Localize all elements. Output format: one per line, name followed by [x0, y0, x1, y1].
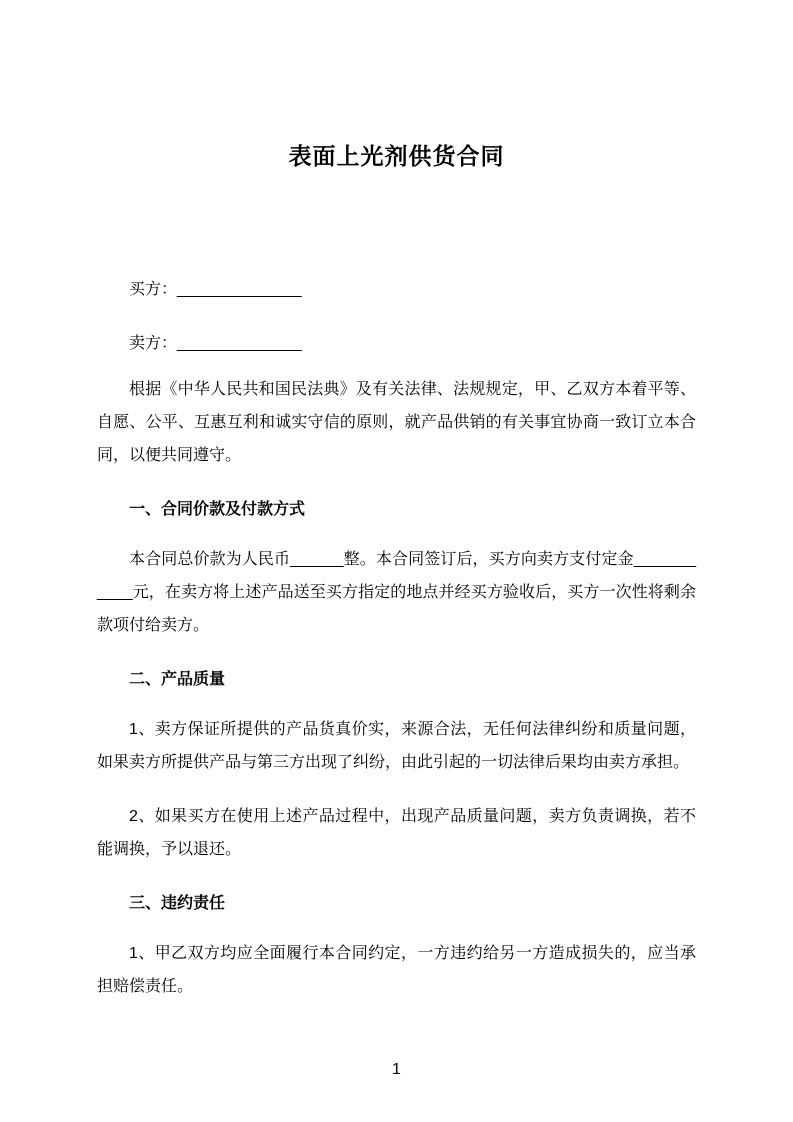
document-title: 表面上光剂供货合同 — [288, 143, 505, 169]
section-1-heading: 一、合同价款及付款方式 — [129, 501, 306, 518]
section-2-clause-1: 1、卖方保证所提供的产品货真价实，来源合法，无任何法律纠纷和质量问题，如果卖方所提供产品与第三方出现了纠纷，由此引起的一切法律后果均由卖方承担。 — [97, 721, 696, 771]
section-2-clause-2: 2、如果买方在使用上述产品过程中，出现产品质量问题，卖方负责调换，若不能调换，予以退还。 — [97, 808, 696, 858]
buyer-field-line: 买方：______________ — [129, 281, 302, 298]
preamble-paragraph: 根据《中华人民共和国民法典》及有关法律、法规规定，甲、乙双方本着平等、自愿、公平、互惠互利和诚实守信的原则，就产品供销的有关事宜协商一致订立本合同，以便共同遵守。 — [97, 381, 696, 464]
section-2-heading: 二、产品质量 — [129, 671, 226, 688]
page-number: 1 — [392, 1061, 401, 1078]
section-1-paragraph: 本合同总价款为人民币______整。本合同签订后，买方向卖方支付定金___________元，在卖方将上述产品送至买方指定的地点并经买方验收后，买方一次性将剩余款项付给卖方。 — [97, 551, 696, 634]
section-3-clause-1: 1、甲乙双方均应全面履行本合同约定，一方违约给另一方造成损失的，应当承担赔偿责任。 — [97, 945, 696, 995]
seller-field-line: 卖方：______________ — [129, 335, 302, 352]
section-3-heading: 三、违约责任 — [129, 895, 226, 912]
